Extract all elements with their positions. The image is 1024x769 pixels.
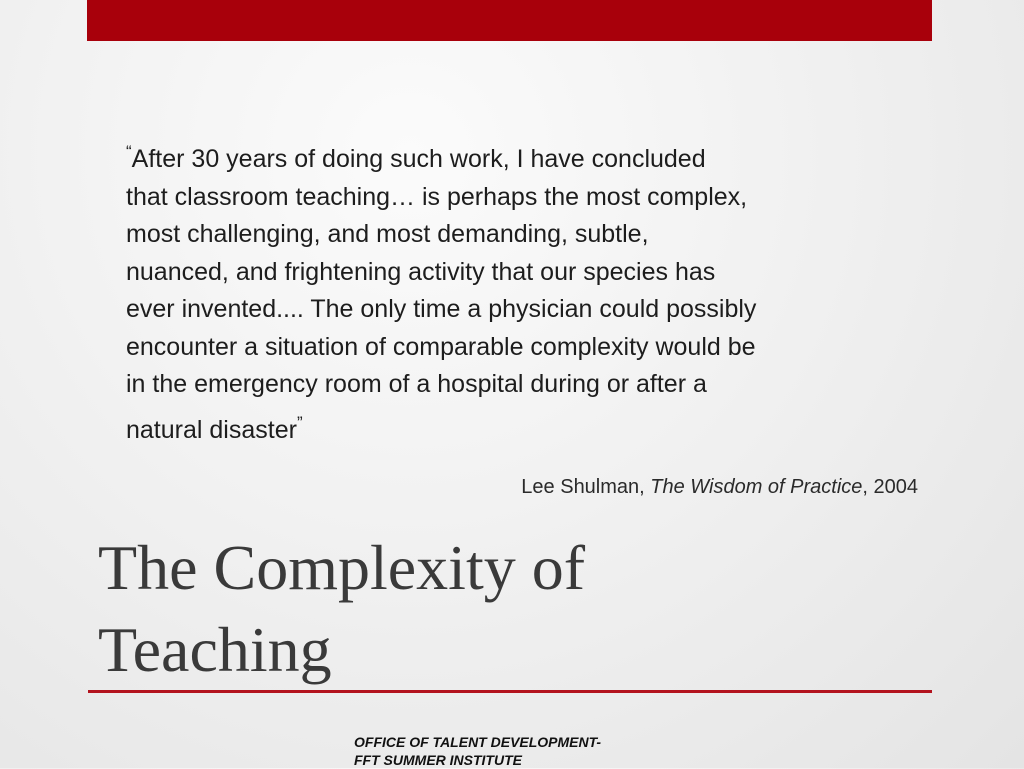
top-accent-bar xyxy=(87,0,932,41)
quote-attribution xyxy=(521,476,918,499)
quote-text: After 30 years of doing such work, I have concluded that classroom teaching… is perhaps the most complex, most challenging, and most demanding, subtle, nuanced, and frightening activity that our species has ever invented.... The only time a physician could possibly encounter a situation of comparable complexity would be in the emergency room of a hospital during or after a natural disaster xyxy=(126,145,757,444)
attribution-book-title: The Wisdom of Practice xyxy=(650,476,863,498)
attribution-author: Lee Shulman, xyxy=(521,476,651,498)
title-underline xyxy=(88,690,932,693)
slide-title: The Complexity of Teaching xyxy=(98,532,586,685)
attribution-year: , 2004 xyxy=(862,476,918,498)
quote-block xyxy=(126,133,926,449)
footer-text: OFFICE OF TALENT DEVELOPMENT- FFT SUMMER INSTITUTE xyxy=(354,734,602,768)
open-quote-mark: “ xyxy=(126,142,132,161)
close-quote-mark: ” xyxy=(296,412,303,432)
